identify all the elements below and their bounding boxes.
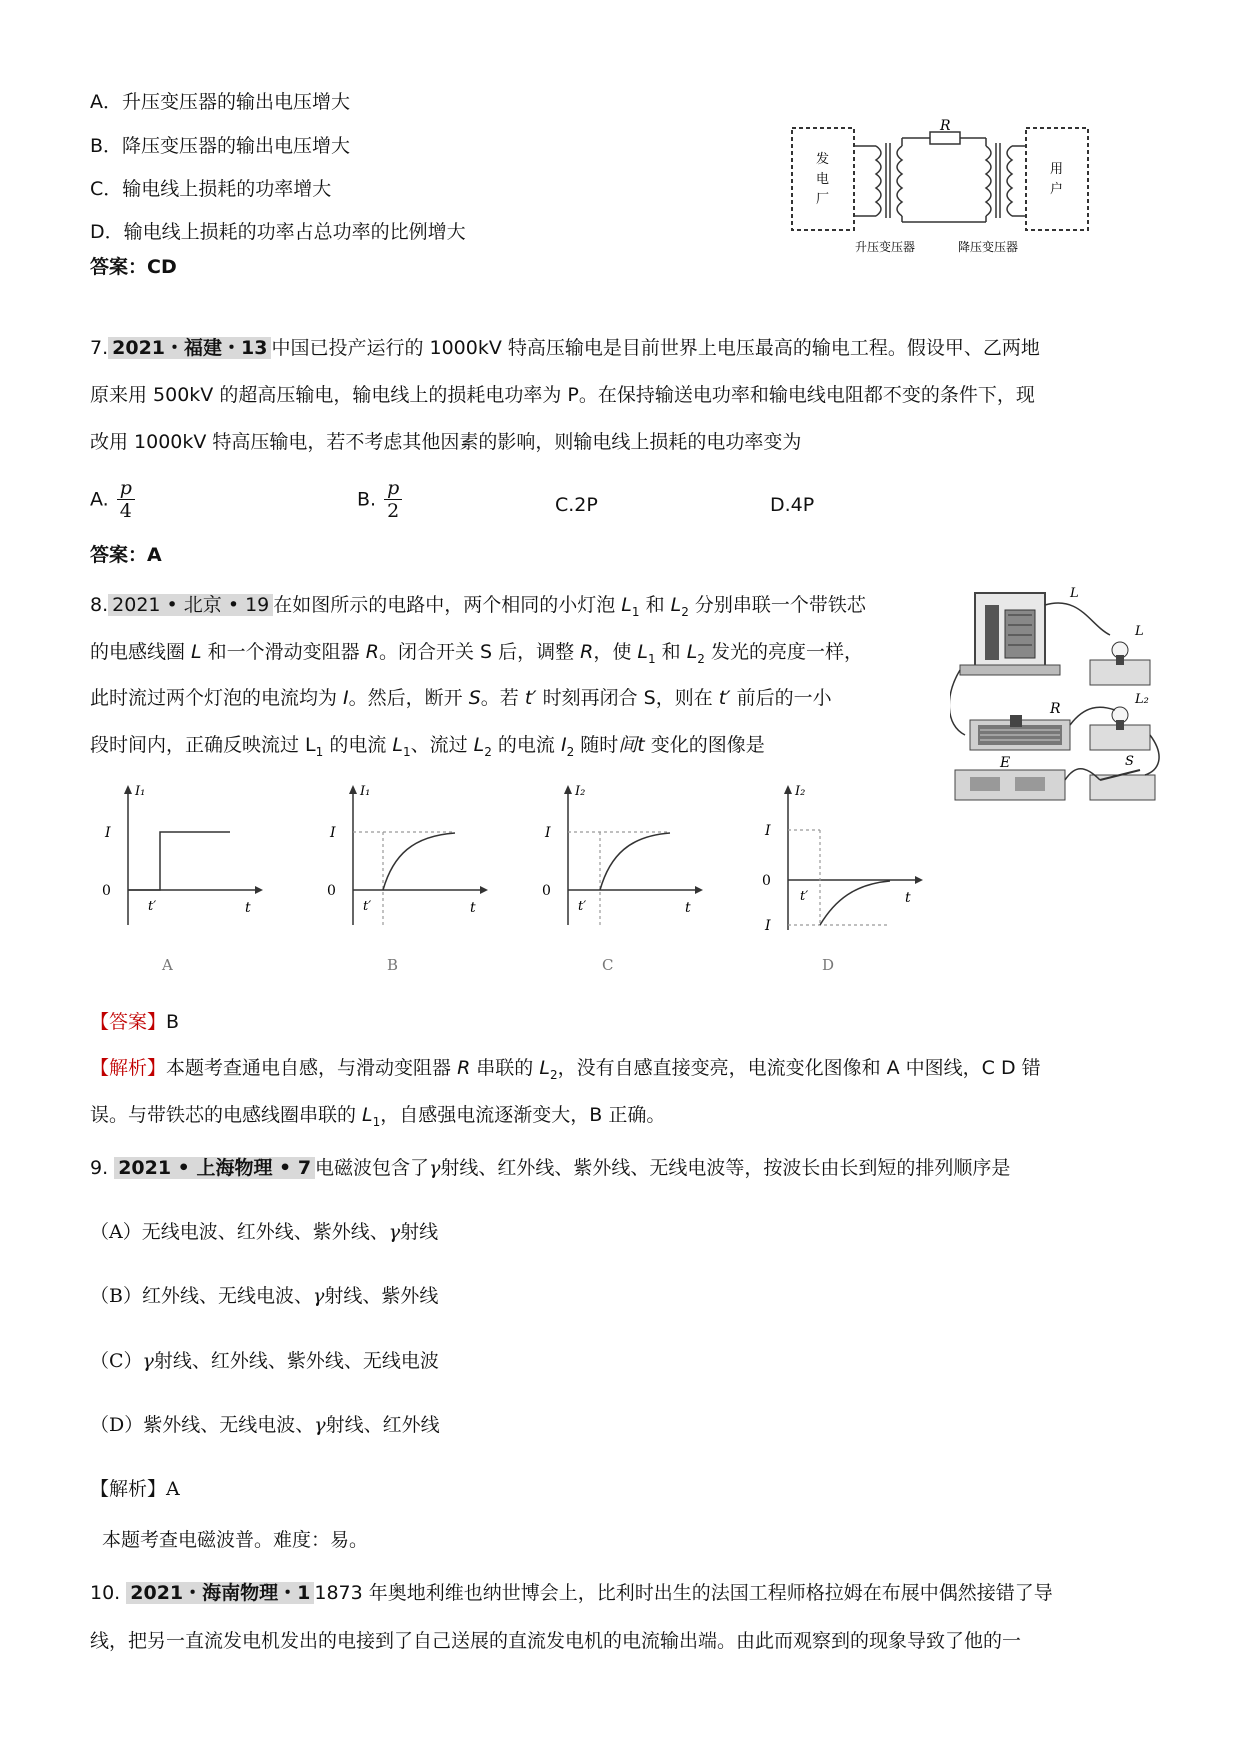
q9-option-a: （A）无线电波、红外线、紫外线、γ射线	[90, 1221, 439, 1243]
circuit-apparatus-photo	[950, 585, 1160, 810]
q7-source-tag: 2021・福建・13	[108, 337, 271, 359]
q7-line-2: 原来用 500kV 的超高压输电，输电线上的损耗电功率为 P。在保持输送电功率和输电线电阻都不变的条件下，现	[90, 384, 1035, 406]
svg-text:t: t	[470, 900, 476, 916]
svg-text:I: I	[765, 918, 771, 934]
svg-text:I: I	[545, 825, 551, 841]
q6-option-c: C．输电线上损耗的功率增大	[90, 178, 332, 200]
q6-option-b: B．降压变压器的输出电压增大	[90, 135, 351, 157]
svg-text:t: t	[245, 900, 251, 916]
svg-text:t′: t′	[800, 889, 809, 904]
svg-text:t′: t′	[578, 899, 587, 914]
user-char-1: 用	[1050, 162, 1064, 177]
svg-text:I: I	[105, 825, 111, 841]
q9-note: 本题考查电磁波普。难度：易。	[102, 1529, 369, 1551]
svg-text:I₂: I₂	[575, 784, 586, 799]
q10-source-tag: 2021・海南物理・1	[126, 1582, 314, 1604]
q10-line-2: 线，把另一直流发电机发出的电接到了自己送展的直流发电机的电流输出端。由此而观察到的现象导致了他的一	[90, 1630, 1022, 1652]
q6-option-d: D．输电线上损耗的功率占总功率的比例增大	[90, 221, 466, 243]
svg-text:I₂: I₂	[795, 784, 806, 799]
q9-option-c: （C）γ射线、红外线、紫外线、无线电波	[90, 1350, 439, 1372]
resistor-label: R	[940, 118, 951, 134]
svg-text:t: t	[685, 900, 691, 916]
q9-source-tag: 2021 • 上海物理 • 7	[114, 1157, 315, 1179]
svg-text:L: L	[1135, 624, 1144, 639]
q8-line-3: 此时流过两个灯泡的电流均为 I。然后，断开 S。若 t′ 时刻再闭合 S，则在 t′ 前后的一小	[90, 687, 832, 709]
plant-char-1: 发	[816, 152, 830, 167]
plant-char-3: 厂	[816, 192, 830, 207]
q9-option-d: （D）紫外线、无线电波、γ射线、红外线	[90, 1414, 440, 1436]
q6-answer: 答案：CD	[90, 256, 177, 278]
svg-text:C: C	[602, 956, 614, 974]
svg-text:S: S	[1125, 754, 1134, 769]
svg-text:0: 0	[542, 883, 551, 899]
q7-line-1: 7. 2021・福建・13 中国已投产运行的 1000kV 特高压输电是目前世界上电压最高的输电工程。假设甲、乙两地	[90, 337, 1040, 359]
svg-text:L₂: L₂	[1135, 692, 1149, 707]
svg-text:I: I	[765, 823, 771, 839]
q7-line-3: 改用 1000kV 特高压输电，若不考虑其他因素的影响，则输电线上损耗的电功率变为	[90, 431, 802, 453]
q9-option-b: （B）红外线、无线电波、γ射线、紫外线	[90, 1285, 439, 1307]
q7-option-d: D.4P	[770, 494, 815, 516]
q9-stem: 9. 2021 • 上海物理 • 7 电磁波包含了γ射线、红外线、紫外线、无线电波等，按波长由长到短的排列顺序是	[90, 1157, 1011, 1179]
q8-explanation-line-1: 【解析】本题考查通电自感，与滑动变阻器 R 串联的 $L_2$，没有自感直接变亮，电流变化图像和 A 中图线，C D 错	[90, 1057, 1041, 1082]
svg-text:I₁: I₁	[135, 784, 146, 799]
svg-text:t′: t′	[363, 899, 372, 914]
user-char-2: 户	[1050, 182, 1064, 197]
q8-line-1: 8. 2021 • 北京 • 19 在如图所示的电路中，两个相同的小灯泡 $L_1$ 和 $L_2$ 分别串联一个带铁芯	[90, 594, 866, 619]
q6-option-a: A．升压变压器的输出电压增大	[90, 91, 350, 113]
q7-option-a: A. $\frac{p}{4}$	[90, 477, 135, 533]
graph-d	[750, 780, 930, 980]
transmission-diagram	[790, 118, 1090, 263]
svg-text:0: 0	[102, 883, 111, 899]
q8-line-4: 段时间内，正确反映流过 $L_1$ 的电流 $L_1$、流过 $L_2$ 的电流 $I_2$ 随时间t 变化的图像是	[90, 734, 765, 759]
svg-text:I₁: I₁	[360, 784, 371, 799]
q7-option-b: B. $\frac{p}{2}$	[357, 477, 402, 533]
q7-answer: 答案：A	[90, 544, 162, 566]
svg-text:I: I	[330, 825, 336, 841]
plant-char-2: 电	[816, 172, 830, 187]
graph-a	[90, 780, 270, 980]
q9-explanation: 【解析】A	[90, 1478, 180, 1500]
q8-source-tag: 2021 • 北京 • 19	[108, 594, 273, 616]
svg-text:D: D	[822, 956, 835, 974]
svg-text:R: R	[1050, 701, 1061, 717]
step-down-label: 降压变压器	[958, 240, 1019, 254]
svg-text:B: B	[387, 956, 399, 974]
q8-explanation-line-2: 误。与带铁芯的电感线圈串联的 $L_1$，自感强电流逐渐变大，B 正确。	[90, 1104, 666, 1129]
svg-text:t: t	[905, 890, 911, 906]
q8-answer: 【答案】B	[90, 1011, 180, 1033]
q7-option-c: C.2P	[555, 494, 598, 516]
svg-text:L: L	[1070, 586, 1079, 601]
graph-c	[530, 780, 710, 980]
q8-line-2: 的电感线圈 L 和一个滑动变阻器 R。闭合开关 S 后，调整 R，使 $L_1$ 和 $L_2$ 发光的亮度一样，	[90, 641, 863, 666]
svg-text:E: E	[1000, 755, 1011, 771]
q10-line-1: 10. 2021・海南物理・1 1873 年奥地利维也纳世博会上，比利时出生的法国工程师格拉姆在布展中偶然接错了导	[90, 1582, 1053, 1604]
step-up-label: 升压变压器	[855, 240, 916, 254]
svg-text:0: 0	[762, 873, 771, 889]
graph-b	[315, 780, 495, 980]
svg-text:0: 0	[327, 883, 336, 899]
svg-text:A: A	[162, 956, 173, 974]
svg-text:t′: t′	[148, 899, 157, 914]
